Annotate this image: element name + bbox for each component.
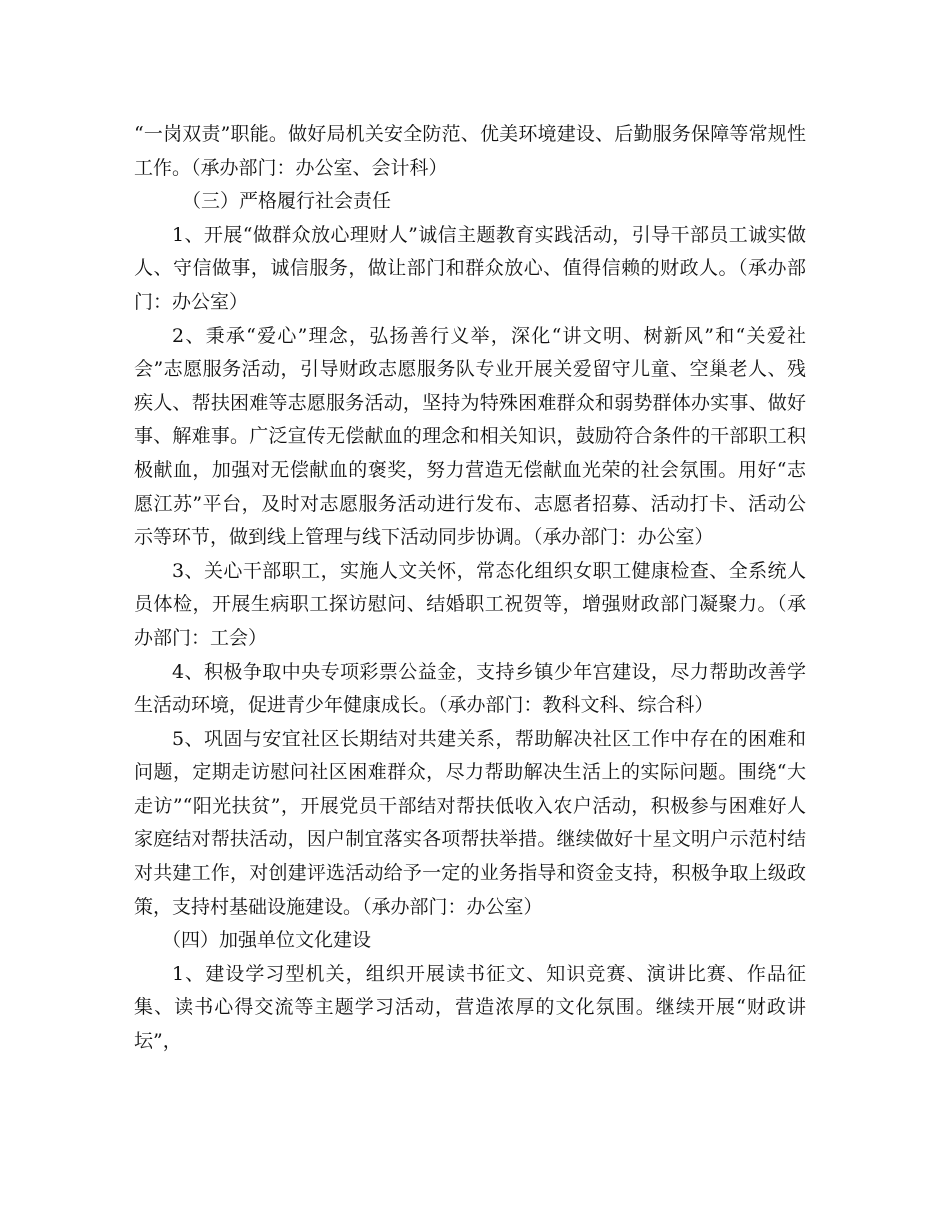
- paragraph-continuation: “一岗双责”职能。做好局机关安全防范、优美环境建设、后勤服务保障等常规性工作。（承办部门：办公室、会计科）: [134, 123, 806, 179]
- paragraph-item-1-culture: 1、建设学习型机关，组织开展读书征文、知识竞赛、演讲比赛、作品征集、读书心得交流等主题学习活动，营造浓厚的文化氛围。继续开展“财政讲坛”，: [134, 962, 806, 1053]
- document-body: [134, 118, 806, 1059]
- paragraph-item-1: 1、开展“做群众放心理财人”诚信主题教育实践活动，引导干部员工诚实做人、守信做事，诚信服务，做让部门和群众放心、值得信赖的财政人。（承办部门：办公室）: [134, 223, 806, 313]
- paragraph-item-2: 2、秉承“爱心”理念，弘扬善行义举，深化“讲文明、树新风”和“关爱社会”志愿服务活动，引导财政志愿服务队专业开展关爱留守儿童、空巢老人、残疾人、帮扶困难等志愿服务活动，坚持为特殊困难群众和弱势群体办实事、做好事、解难事。广泛宣传无偿献血的理念和相关知识，鼓励符合条件的干部职工积极献血，加强对无偿献血的褒奖，努力营造无偿献血光荣的社会氛围。用好“志愿江苏”平台，及时对志愿服务活动进行发布、志愿者招募、活动打卡、活动公示等环节，做到线上管理与线下活动同步协调。（承办部门：办公室）: [134, 324, 806, 549]
- paragraph-item-5: 5、巩固与安宜社区长期结对共建关系，帮助解决社区工作中存在的困难和问题，定期走访慰问社区困难群众，尽力帮助解决生活上的实际问题。围绕“大走访”“阳光扶贫”，开展党员干部结对帮扶低收入农户活动，积极参与困难好人家庭结对帮扶活动，因户制宜落实各项帮扶举措。继续做好十星文明户示范村结对共建工作，对创建评选活动给予一定的业务指导和资金支持，积极争取上级政策，支持村基础设施建设。（承办部门：办公室）: [134, 727, 806, 918]
- paragraph-item-3: 3、关心干部职工，实施人文关怀，常态化组织女职工健康检查、全系统人员体检，开展生病职工探访慰问、结婚职工祝贺等，增强财政部门凝聚力。（承办部门：工会）: [134, 559, 806, 649]
- section-heading-3: （三）严格履行社会责任: [182, 190, 392, 213]
- paragraph-item-4: 4、积极争取中央专项彩票公益金，支持乡镇少年宫建设，尽力帮助改善学生活动环境，促进青少年健康成长。（承办部门：教科文科、综合科）: [134, 660, 806, 717]
- section-heading-4: （四）加强单位文化建设: [162, 929, 372, 952]
